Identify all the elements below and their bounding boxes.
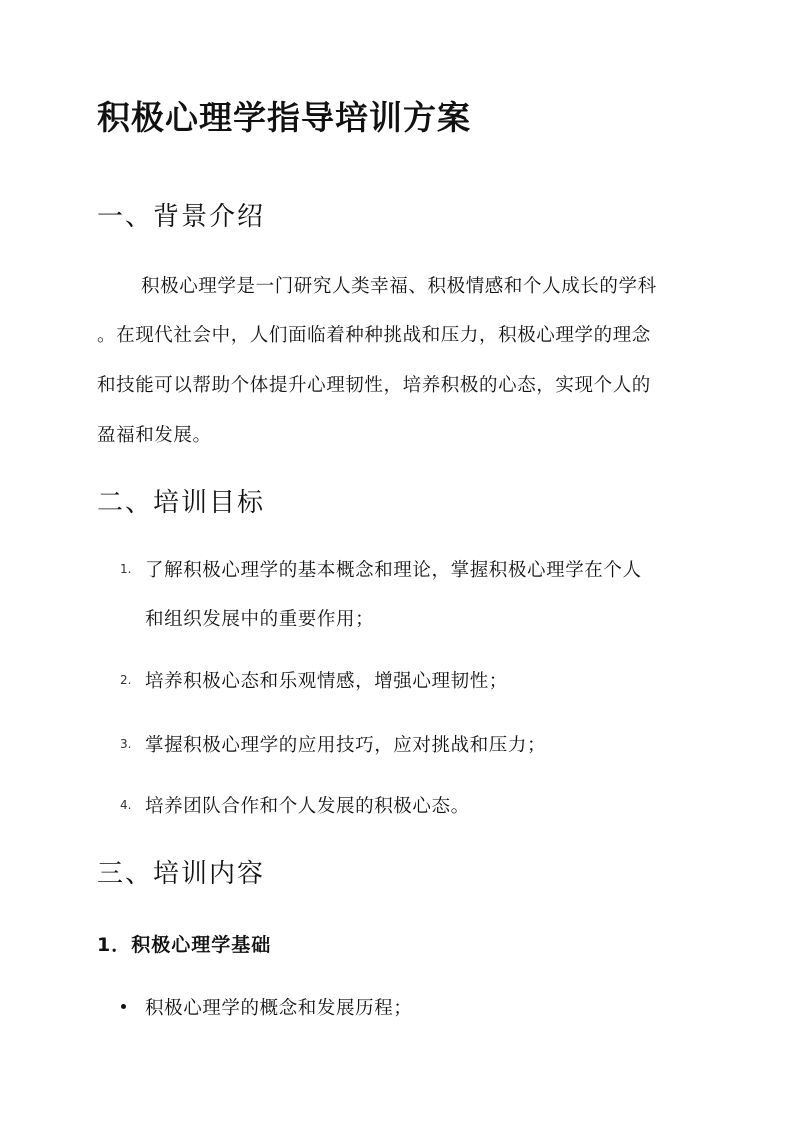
bullet-dot-icon — [121, 1004, 126, 1009]
paragraph-line: 和技能可以帮助个体提升心理韧性，培养积极的心态，实现个人的 — [97, 375, 651, 396]
paragraph-line: 积极心理学是一门研究人类幸福、积极情感和个人成长的学科 — [141, 276, 657, 297]
paragraph-line: 。在现代社会中，人们面临着种种挑战和压力，积极心理学的理念 — [97, 325, 651, 346]
bullet-item: 积极心理学的概念和发展历程； — [145, 998, 413, 1019]
list-item-number: 3. — [120, 737, 132, 751]
list-item-line: 了解积极心理学的基本概念和理论，掌握积极心理学在个人 — [145, 560, 642, 581]
list-item-line: 掌握积极心理学的应用技巧，应对挑战和压力； — [145, 735, 547, 756]
subsection-heading: 1．积极心理学基础 — [97, 934, 272, 956]
paragraph-line: 盈福和发展。 — [97, 425, 212, 446]
list-item-line: 和组织发展中的重要作用； — [145, 609, 375, 630]
section-heading-content: 三、培训内容 — [97, 859, 266, 889]
list-item-number: 4. — [120, 798, 132, 812]
document-title: 积极心理学指导培训方案 — [97, 98, 471, 137]
list-item-line: 培养团队合作和个人发展的积极心态。 — [145, 796, 470, 817]
list-item-number: 2. — [120, 673, 132, 687]
list-item-number: 1. — [120, 562, 132, 576]
list-item-line: 培养积极心态和乐观情感，增强心理韧性； — [145, 671, 508, 692]
section-heading-background: 一、背景介绍 — [97, 202, 266, 232]
section-heading-goals: 二、培训目标 — [97, 488, 266, 518]
